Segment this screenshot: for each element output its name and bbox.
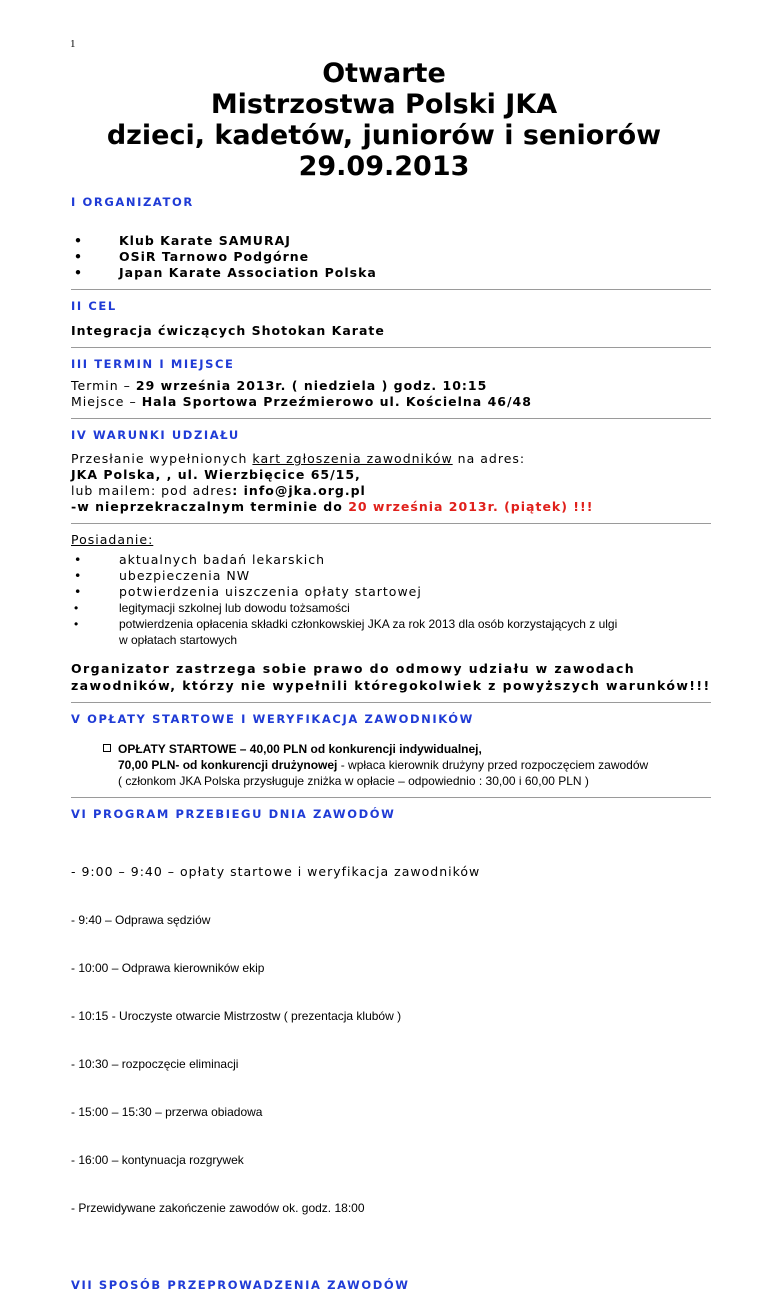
karty-zgloszenia-link[interactable]: kart zgłoszenia zawodników: [252, 451, 453, 466]
title-line-3: dzieci, kadetów, juniorów i seniorów: [106, 120, 662, 151]
title-line-1: Otwarte: [322, 58, 446, 89]
bullet-icon: •: [74, 249, 83, 264]
list-item: • potwierdzenia uiszczenia opłaty startowej: [74, 584, 422, 599]
program-item: - 10:00 – Odprawa kierowników ekip: [71, 961, 265, 975]
title-line-4: 29.09.2013: [298, 151, 470, 182]
list-item: • Klub Karate SAMURAJ: [74, 233, 291, 248]
section-divider: [71, 289, 711, 290]
warunki-email-line: lub mailem: pod adres: info@jka.org.pl: [71, 483, 366, 498]
program-item: - 10:30 – rozpoczęcie eliminacji: [71, 1057, 239, 1071]
section-cel-heading: II CEL: [71, 299, 117, 313]
oplaty-block: [71, 741, 711, 789]
list-item: • OSiR Tarnowo Podgórne: [74, 249, 310, 264]
section-organizator-heading: I ORGANIZATOR: [71, 195, 194, 209]
program-item: - 16:00 – kontynuacja rozgrywek: [71, 1153, 244, 1167]
document-title: [0, 58, 768, 182]
section-warunki-heading: IV WARUNKI UDZIAŁU: [71, 428, 240, 442]
checkbox-bullet-icon: [103, 744, 111, 752]
section-divider: [71, 523, 711, 524]
bullet-icon: •: [74, 601, 79, 615]
posiadanie-label: Posiadanie:: [71, 532, 154, 547]
program-item: - 15:00 – 15:30 – przerwa obiadowa: [71, 1105, 263, 1119]
list-item-continuation: w opłatach startowych: [119, 633, 238, 647]
bullet-icon: •: [74, 568, 83, 583]
warunki-deadline: -w nieprzekraczalnym terminie do 20 września 2013r. (piątek) !!!: [71, 499, 594, 514]
program-item: - 9:40 – Odprawa sędziów: [71, 913, 211, 927]
organizer-reservation: Organizator zastrzega sobie prawo do odmowy udziału w zawodach zawodników, którzy nie wypełnili któregokolwiek z powyższych warunków!!!: [71, 661, 711, 693]
posiadanie-list: [71, 552, 711, 648]
list-item: • potwierdzenia opłacenia składki członkowskiej JKA za rok 2013 dla osób korzystających z ulgi: [74, 617, 618, 631]
program-list: [71, 832, 711, 1248]
page-number: 1: [70, 38, 76, 50]
list-item: • legitymacji szkolnej lub dowodu tożsamości: [74, 601, 350, 615]
oplaty-line-1: OPŁATY STARTOWE – 40,00 PLN od konkurencji indywidualnej,: [118, 742, 482, 756]
oplaty-line-3: ( członkom JKA Polska przysługuje zniżka w opłacie – odpowiednio : 30,00 i 60,00 PLN ): [118, 774, 589, 788]
miejsce-line: Miejsce – Hala Sportowa Przeźmierowo ul. Kościelna 46/48: [71, 394, 532, 409]
cel-text: Integracja ćwiczących Shotokan Karate: [71, 323, 385, 338]
program-item: - 10:15 - Uroczyste otwarcie Mistrzostw ( prezentacja klubów ): [71, 1009, 402, 1023]
section-termin-heading: III TERMIN I MIEJSCE: [71, 357, 235, 371]
section-divider: [71, 702, 711, 703]
list-item: • aktualnych badań lekarskich: [74, 552, 326, 567]
title-line-2: Mistrzostwa Polski JKA: [210, 89, 558, 120]
section-divider: [71, 418, 711, 419]
oplaty-line-2: 70,00 PLN- od konkurencji drużynowej - wpłaca kierownik drużyny przed rozpoczęciem zawodów: [118, 758, 649, 772]
bullet-icon: •: [74, 617, 79, 631]
warunki-line-1: Przesłanie wypełnionych kart zgłoszenia zawodników na adres:: [71, 451, 526, 466]
bullet-icon: •: [74, 265, 83, 280]
program-item: - 9:00 – 9:40 – opłaty startowe i weryfikacja zawodników: [71, 864, 481, 879]
program-item: - Przewidywane zakończenie zawodów ok. godz. 18:00: [71, 1201, 365, 1215]
section-oplaty-heading: V OPŁATY STARTOWE I WERYFIKACJA ZAWODNIKÓW: [71, 712, 474, 726]
warunki-address: JKA Polska, , ul. Wierzbięcice 65/15,: [71, 467, 361, 482]
email-address[interactable]: : info@jka.org.pl: [232, 483, 366, 498]
list-item: • Japan Karate Association Polska: [74, 265, 377, 280]
list-item: • ubezpieczenia NW: [74, 568, 251, 583]
bullet-icon: •: [74, 552, 83, 567]
section-divider: [71, 347, 711, 348]
document-body: [71, 194, 711, 1293]
bullet-icon: •: [74, 233, 83, 248]
section-program-heading: VI PROGRAM PRZEBIEGU DNIA ZAWODÓW: [71, 807, 396, 821]
section-sposob-heading: VII SPOSÓB PRZEPROWADZENIA ZAWODÓW: [71, 1278, 410, 1292]
section-divider: [71, 797, 711, 798]
termin-line: Termin – 29 września 2013r. ( niedziela ) godz. 10:15: [71, 378, 488, 393]
bullet-icon: •: [74, 584, 83, 599]
organizer-list: [71, 233, 711, 281]
